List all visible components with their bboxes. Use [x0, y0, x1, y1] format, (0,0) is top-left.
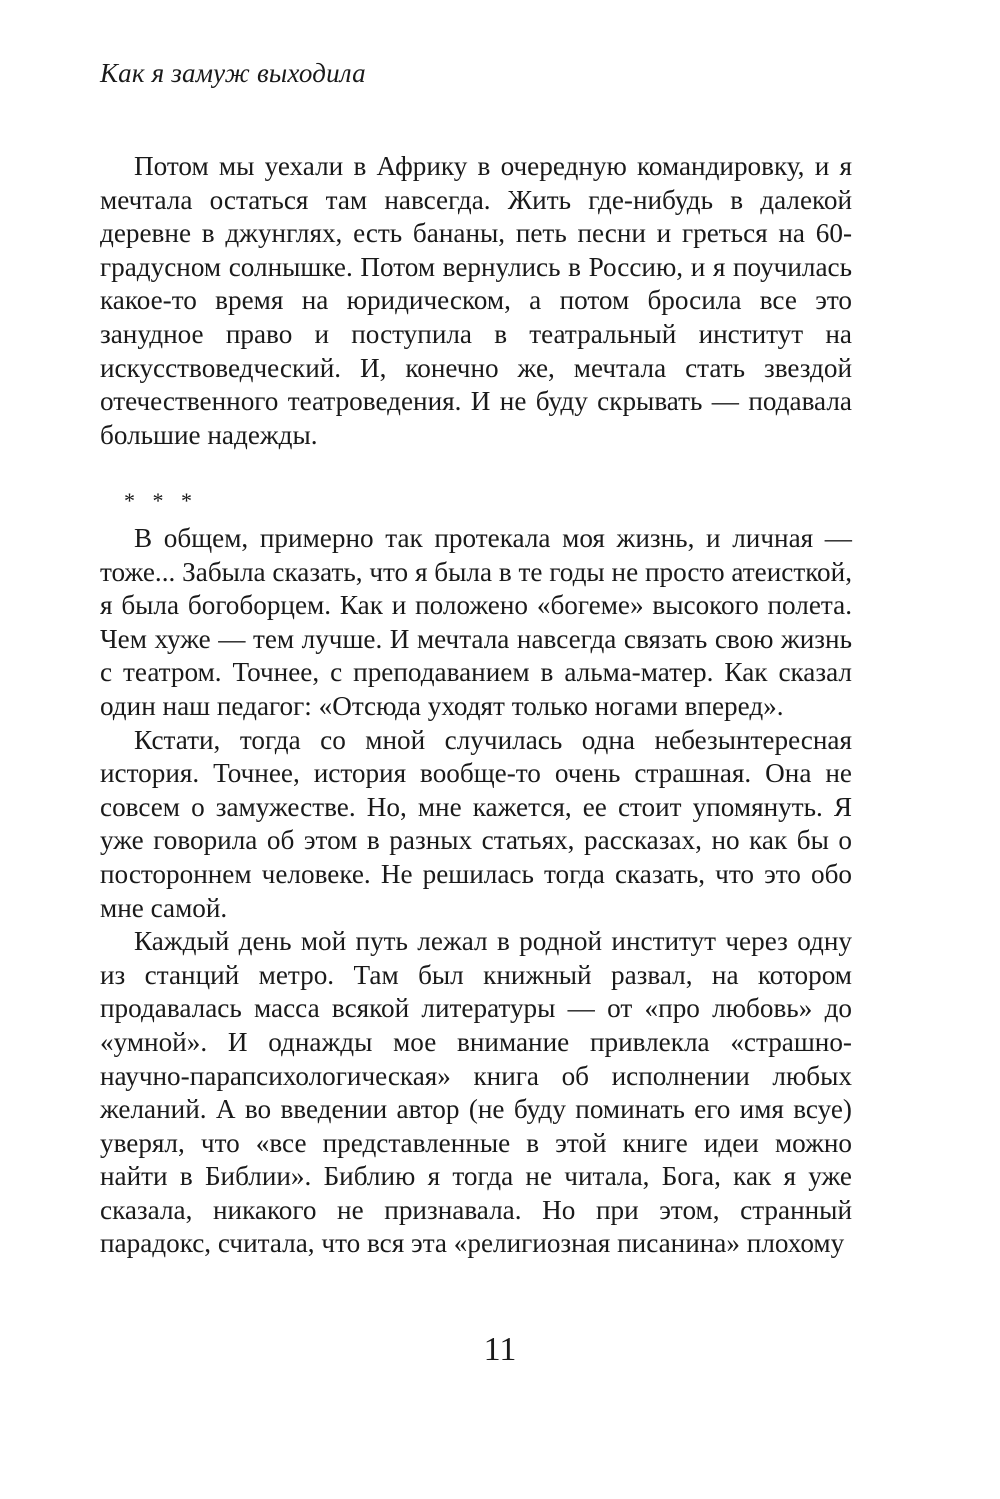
paragraph: Кстати, тогда со мной случилась одна небезынтересная история. Точнее, история вообще-то очень страшная. Она не совсем о замужестве. Но, мне кажется, ее стоит упомянуть. Я уже говорила об этом в разных статьях, рассказах, но как бы о постороннем человеке. Не решилась тогда сказать, что это обо мне самой.: [100, 724, 852, 923]
paragraph: В общем, примерно так протекала моя жизнь, и личная — тоже... Забыла сказать, что я была в те годы не просто атеисткой, я была богоборцем. Как и положено «богеме» высокого полета. Чем хуже — тем лучше. И мечтала навсегда связать свою жизнь с театром. Точнее, с преподаванием в альма-матер. Как сказал один наш педагог: «Отсюда уходят только ногами вперед».: [100, 523, 852, 721]
section-separator: * * *: [124, 488, 198, 513]
running-head-title: Как я замуж выходила: [100, 58, 366, 88]
page-number: 11: [483, 1331, 517, 1368]
paragraph: Каждый день мой путь лежал в родной институт через одну из станций метро. Там был книжный развал, на котором продавалась масса всякой литературы — от «про любовь» до «умной». И однажды мое внимание привлекла «страшно-научно-парапсихологическая» книга об исполнении любых желаний. А во введении автор (не буду поминать его имя всуе) уверял, что «все представленные в этой книге идеи можно найти в Библии». Библию я тогда не читала, Бога, как я уже сказала, никакого не признавала. Но при этом, странный парадокс, считала, что вся эта «религиозная писанина» плохому: [100, 926, 852, 1259]
text-block-before-separator: [100, 150, 852, 452]
paragraph: Потом мы уехали в Африку в очередную командировку, и я мечтала остаться там навсегда. Жить где-нибудь в далекой деревне в джунглях, есть бананы, петь песни и греться на 60-градусном солнышке. Потом вернулись в Россию, и я поучилась какое-то время на юридическом, а потом бросила все это занудное право и поступила в театральный институт на искусствоведческий. И, конечно же, мечтала стать звездой отечественного театроведения. И не буду скрывать — подавала большие надежды.: [100, 151, 852, 450]
text-block-after-separator: [100, 522, 852, 1261]
